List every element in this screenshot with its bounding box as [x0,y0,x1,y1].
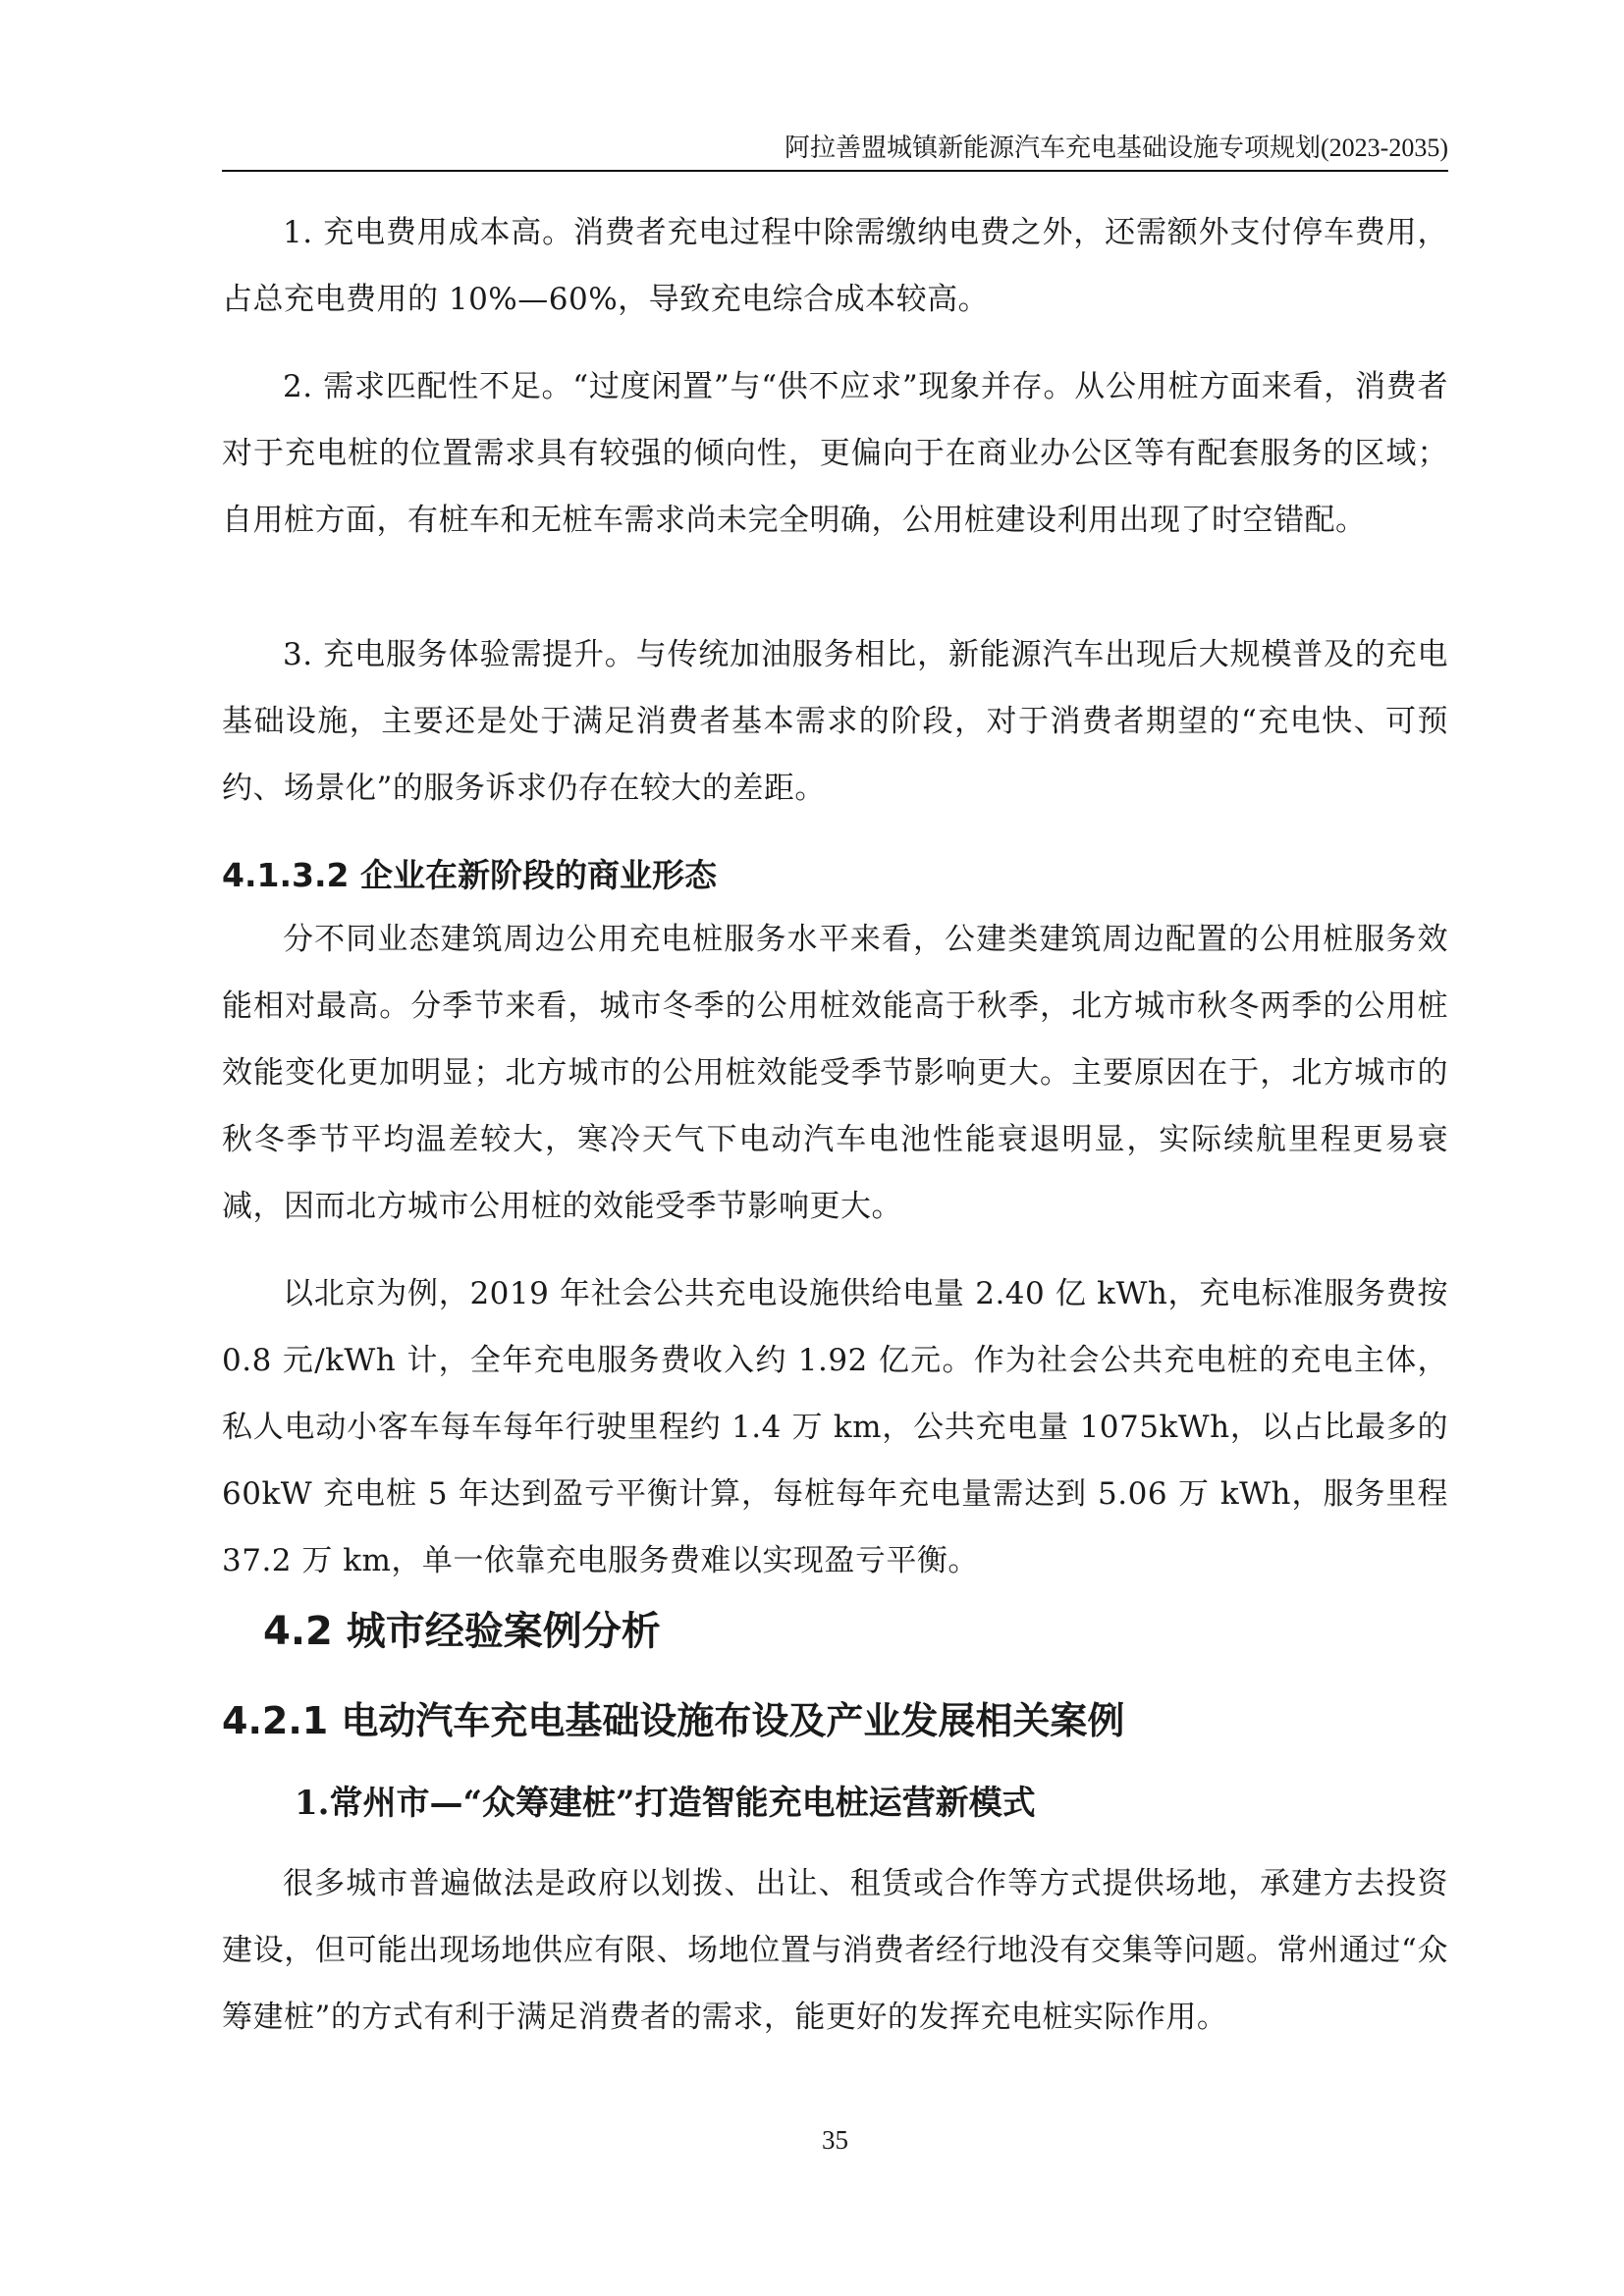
paragraph-text: 分不同业态建筑周边公用充电桩服务水平来看，公建类建筑周边配置的公用桩服务效能相对最高。分季节来看，城市冬季的公用桩效能高于秋季，北方城市秋冬两季的公用桩效能变化更加明显；北方城市的公用桩效能受季节影响更大。主要原因在于，北方城市的秋冬季节平均温差较大，寒冷天气下电动汽车电池性能衰退明显，实际续航里程更易衰减，因而北方城市公用桩的效能受季节影响更大。 [222,922,1448,1224]
paragraph-changzhou [222,1850,1448,2051]
paragraph-service-experience [222,621,1448,822]
paragraph-demand-mismatch [222,353,1448,554]
header-divider [222,170,1448,172]
paragraph-text: 1. 充电费用成本高。消费者充电过程中除需缴纳电费之外，还需额外支付停车费用，占总充电费用的 10%—60%，导致充电综合成本较高。 [222,215,1448,317]
page-number: 35 [822,2125,848,2155]
paragraph-business-forms [222,906,1448,1240]
paragraph-text: 3. 充电服务体验需提升。与传统加油服务相比，新能源汽车出现后大规模普及的充电基础设施，主要还是处于满足消费者基本需求的阶段，对于消费者期望的“充电快、可预约、场景化”的服务诉求仍存在较大的差距。 [222,637,1448,806]
paragraph-high-cost [222,199,1448,333]
heading-4-2 [222,1592,1448,1671]
paragraph-text: 2. 需求匹配性不足。“过度闲置”与“供不应求”现象并存。从公用桩方面来看，消费者对于充电桩的位置需求具有较强的倾向性，更偏向于在商业办公区等有配套服务的区域；自用桩方面，有桩车和无桩车需求尚未完全明确，公用桩建设利用出现了时空错配。 [222,369,1448,538]
section-heading: 4.2.1 电动汽车充电基础设施布设及产业发展相关案例 [222,1699,1125,1742]
paragraph-text: 很多城市普遍做法是政府以划拨、出让、租赁或合作等方式提供场地，承建方去投资建设，但可能出现场地供应有限、场地位置与消费者经行地没有交集等问题。常州通过“众筹建桩”的方式有利于满足消费者的需求，能更好的发挥充电桩实际作用。 [222,1866,1448,2035]
heading-case-changzhou [222,1767,1448,1840]
heading-4-1-3-2 [222,846,1448,905]
case-heading: 1.常州市—“众筹建桩”打造智能充电桩运营新模式 [295,1784,1036,1823]
section-heading: 4.2 城市经验案例分析 [263,1609,661,1654]
heading-4-2-1 [222,1682,1448,1760]
paragraph-text: 以北京为例，2019 年社会公共充电设施供给电量 2.40 亿 kWh，充电标准服务费按 0.8 元/kWh 计，全年充电服务费收入约 1.92 亿元。作为社会公共充电桩的充电主体，私人电动小客车每车每年行驶里程约 1.4 万 km，公共充电量 1075kWh，以占比最多的 60kW 充电桩 5 年达到盈亏平衡计算，每桩每年充电量需达到 5.06 万 kWh，服务里程 37.2 万 km，单一依靠充电服务费难以实现盈亏平衡。 [222,1276,1448,1578]
paragraph-beijing-example [222,1260,1448,1594]
running-header-title: 阿拉善盟城镇新能源汽车充电基础设施专项规划(2023-2035) [785,133,1448,162]
section-heading: 4.1.3.2 企业在新阶段的商业形态 [222,856,717,894]
